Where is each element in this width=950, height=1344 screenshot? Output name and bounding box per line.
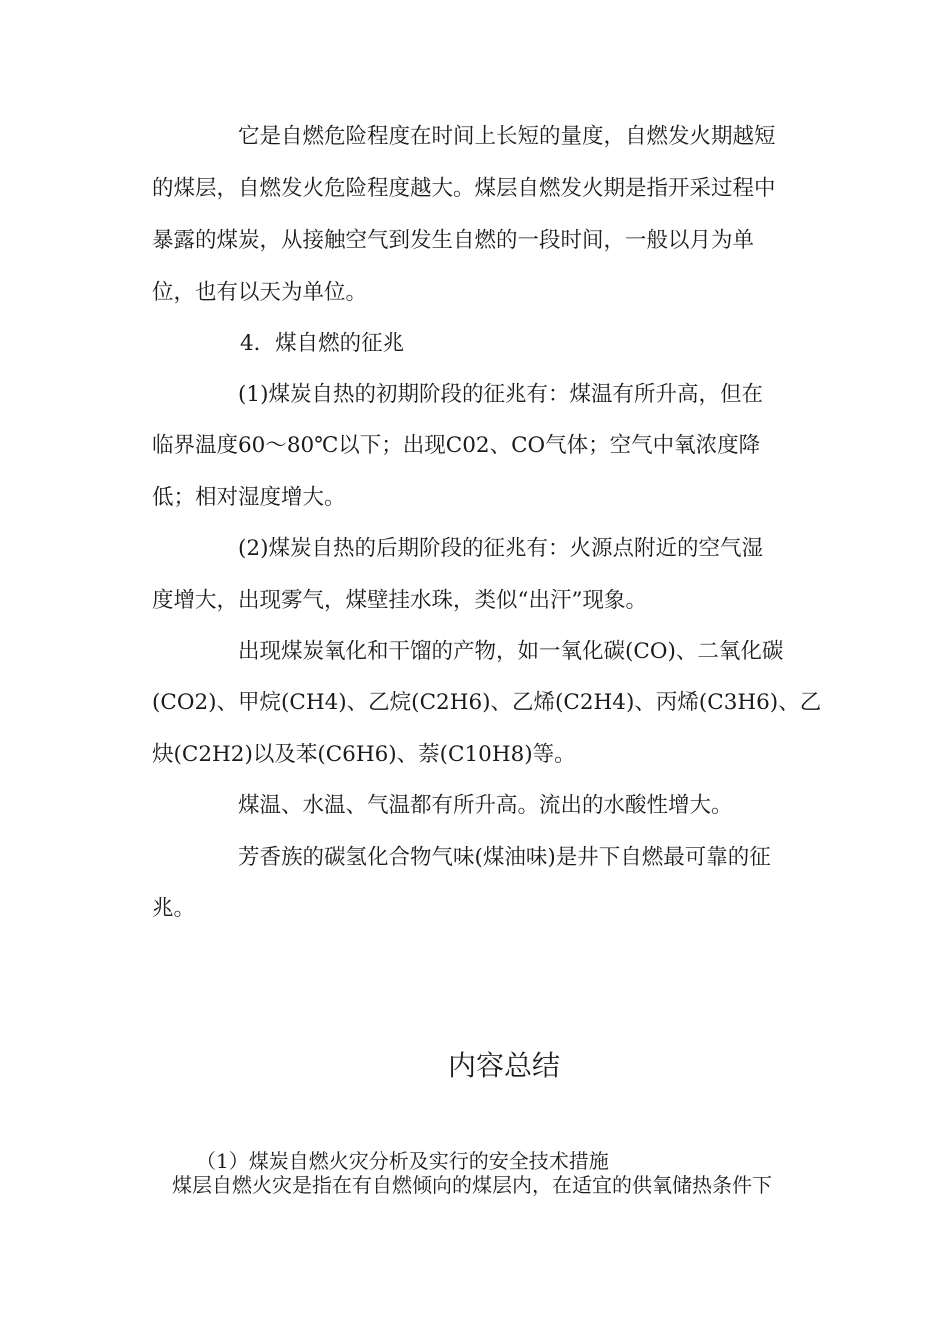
- body-line: 临界温度60～80℃以下；出现C02、CO气体；空气中氧浓度降: [152, 433, 761, 458]
- body-line: 的煤层，自燃发火危险程度越大。煤层自燃发火期是指开采过程中: [152, 176, 776, 201]
- body-line: 兆。: [152, 896, 196, 921]
- section-heading: 4．煤自燃的征兆: [240, 331, 405, 356]
- body-line: (2)煤炭自热的后期阶段的征兆有：火源点附近的空气湿: [238, 536, 763, 561]
- body-line: (1)煤炭自热的初期阶段的征兆有：煤温有所升高，但在: [238, 382, 763, 407]
- body-line: 芳香族的碳氢化合物气味(煤油味)是井下自燃最可靠的征: [238, 845, 771, 870]
- body-line: 它是自燃危险程度在时间上长短的量度，自燃发火期越短: [238, 124, 776, 149]
- body-line: (CO2)、甲烷(CH4)、乙烷(C2H6)、乙烯(C2H4)、丙烯(C3H6)、乙: [152, 690, 822, 715]
- body-line: 度增大，出现雾气，煤壁挂水珠，类似“出汗”现象。: [152, 588, 647, 613]
- summary-text: 煤层自燃火灾是指在有自燃倾向的煤层内，在适宜的供氧储热条件下: [172, 1173, 772, 1197]
- body-line: 煤温、水温、气温都有所升高。流出的水酸性增大。: [238, 793, 733, 818]
- body-line: 出现煤炭氧化和干馏的产物，如一氧化碳(CO)、二氧化碳: [238, 639, 784, 664]
- body-line: 暴露的煤炭，从接触空气到发生自燃的一段时间，一般以月为单: [152, 228, 755, 253]
- summary-subheading: （1）煤炭自燃火灾分析及实行的安全技术措施: [196, 1149, 609, 1173]
- body-line: 低；相对湿度增大。: [152, 485, 346, 510]
- body-line: 炔(C2H2)以及苯(C6H6)、萘(C10H8)等。: [152, 742, 576, 767]
- summary-title: 内容总结: [447, 1049, 560, 1082]
- body-line: 位，也有以天为单位。: [152, 280, 368, 305]
